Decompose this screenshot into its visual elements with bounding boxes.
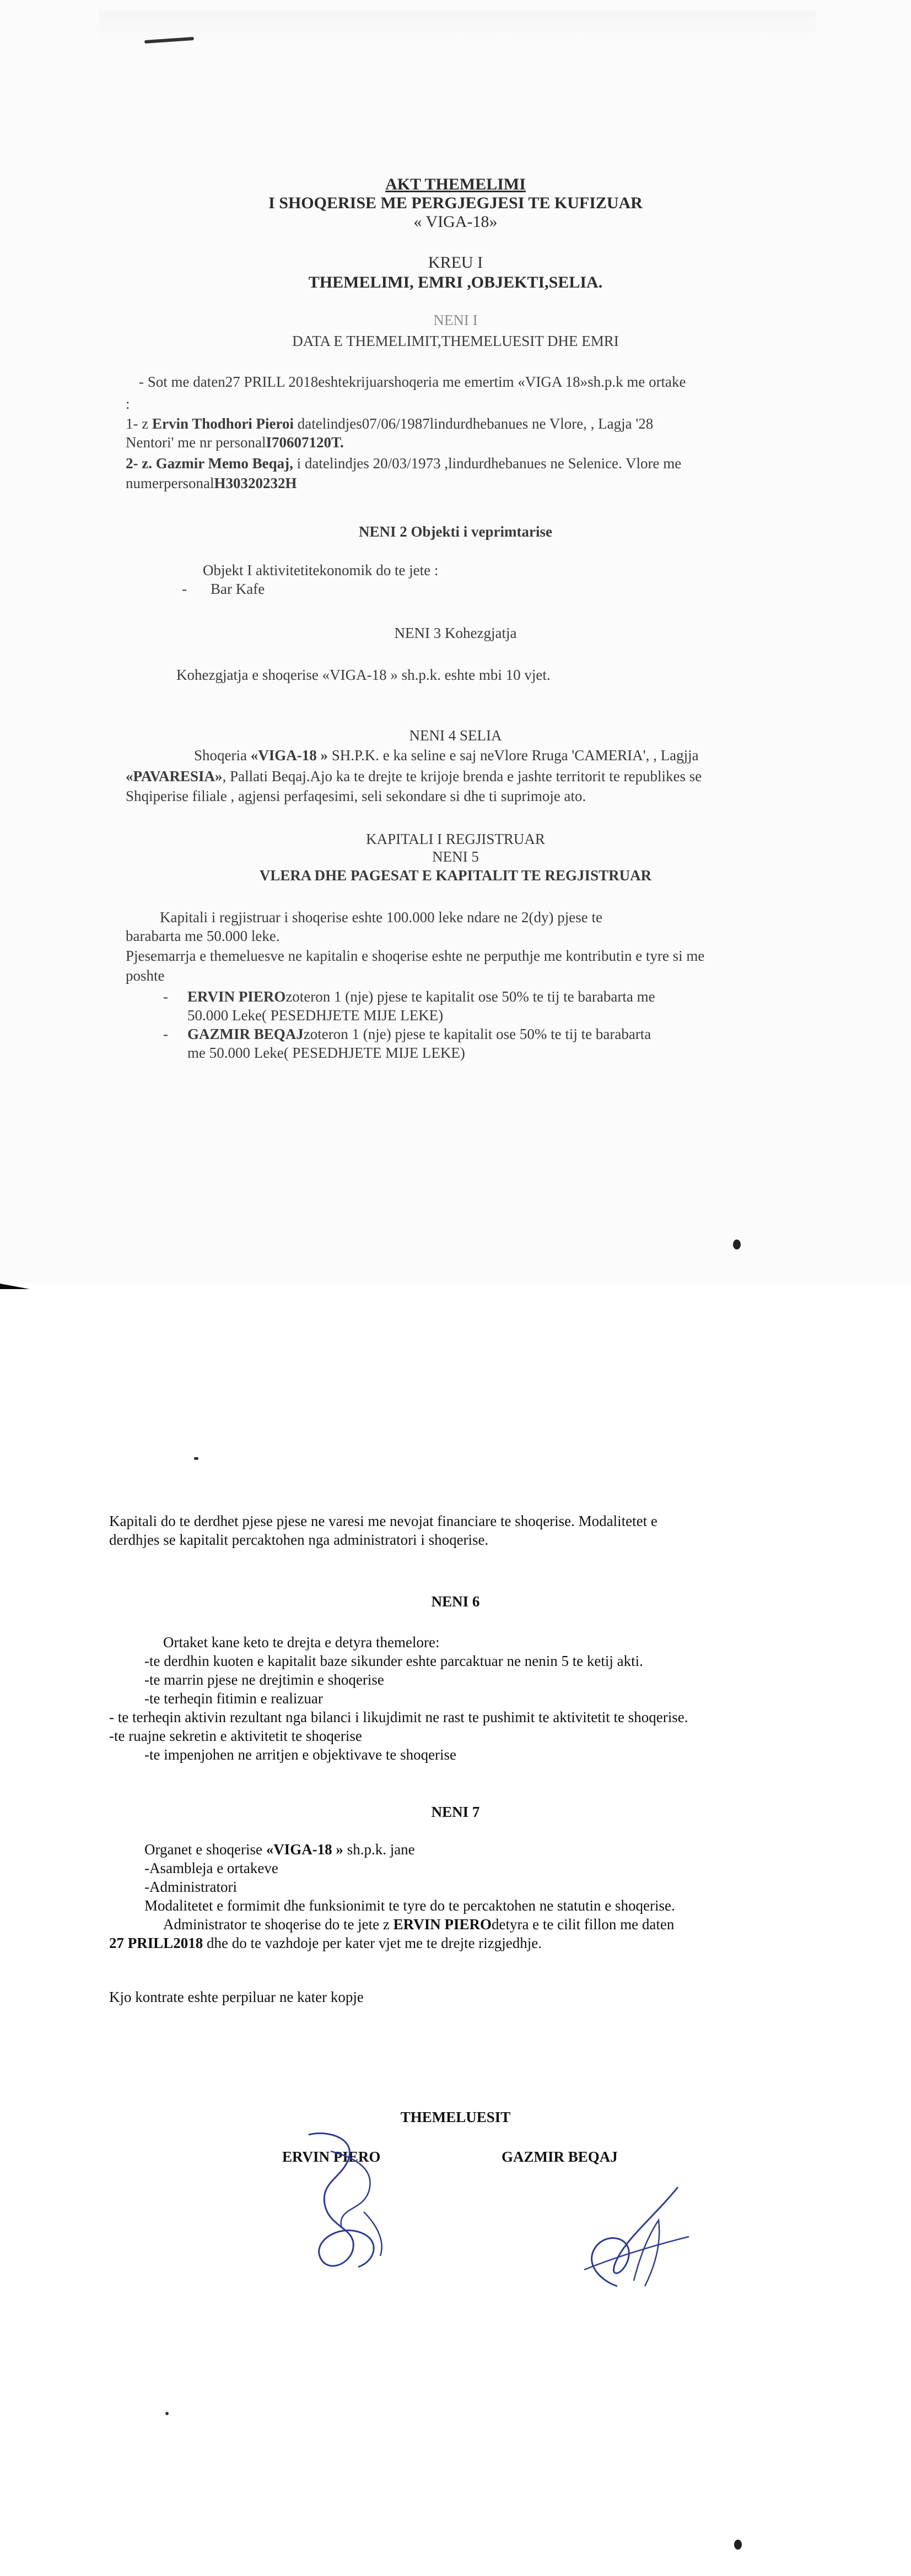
document-page-2 bbox=[0, 1289, 911, 2576]
founder-1-id: Nentori' me nr personalI70607120T. bbox=[126, 434, 344, 451]
neni4-line-2: «PAVARESIA», Pallati Beqaj.Ajo ka te drejte te krijoje brenda e jashte territorit te republikes se bbox=[126, 768, 702, 784]
neni6-item: -te impenjohen ne arritjen e objektivave te shoqerise bbox=[144, 1746, 457, 1763]
neni6-lead: Ortaket kane keto te drejta e detyra themelore: bbox=[163, 1634, 440, 1650]
neni1-intro: - Sot me daten27 PRILL 2018eshtekrijuarshoqeria me emertim «VIGA 18»sh.p.k me ortake bbox=[139, 374, 686, 390]
share-1-line-2: 50.000 Leke( PESEDHJETE MIJE LEKE) bbox=[187, 1007, 444, 1024]
founder-2-id: numerpersonalH30320232H bbox=[126, 475, 297, 491]
kapitali-line-4: poshte bbox=[126, 967, 165, 984]
neni1-colon: : bbox=[126, 396, 130, 412]
neni4-line-1: Shoqeria «VIGA-18 » SH.P.K. e ka seline e saj neVlore Rruga 'CAMERIA', , Lagjja bbox=[194, 747, 699, 764]
share-1-bullet: - bbox=[163, 988, 168, 1005]
share-1-line-1: ERVIN PIEROzoteron 1 (nje) pjese te kapitalit ose 50% te tij te barabarta me bbox=[187, 988, 655, 1005]
neni4-label: NENI 4 SELIA bbox=[409, 727, 502, 744]
neni7-organ: -Administratori bbox=[144, 1879, 237, 1895]
document-page-1 bbox=[0, 0, 911, 1284]
neni7-line-6: 27 PRILL2018 dhe do te vazhdoje per kater vjet me te drejte rizgjedhje. bbox=[109, 1935, 542, 1951]
share-2-line-2: me 50.000 Leke( PESEDHJETE MIJE LEKE) bbox=[187, 1045, 465, 1061]
neni7-line-5: Administrator te shoqerise do te jete z ERVIN PIEROdetyra e te cilit fillon me daten bbox=[163, 1916, 675, 1933]
founder-1-name: ERVIN PIERO bbox=[282, 2149, 381, 2165]
share-2-line-1: GAZMIR BEQAJzoteron 1 (nje) pjese te kapitalit ose 50% te tij te barabarta bbox=[187, 1026, 651, 1042]
founders-heading: THEMELUESIT bbox=[400, 2109, 511, 2125]
ink-blot bbox=[733, 1240, 741, 1249]
neni1-title: DATA E THEMELIMIT,THEMELUESIT DHE EMRI bbox=[292, 333, 619, 349]
neni7-organ: -Asambleja e ortakeve bbox=[144, 1860, 278, 1876]
founder-2-name: GAZMIR BEQAJ bbox=[502, 2149, 618, 2165]
neni7-line-4: Modalitetet e formimit dhe funksionimit te tyre do te percaktohen ne statutin e shoqerise. bbox=[144, 1897, 675, 1914]
neni5-label: NENI 5 bbox=[432, 848, 479, 865]
share-2-bullet: - bbox=[163, 1026, 168, 1042]
signature-gazmir-beqaj bbox=[551, 2176, 705, 2303]
pen-dot-mark bbox=[194, 1457, 198, 1460]
neni1-label: NENI I bbox=[433, 312, 478, 328]
neni5-title: VLERA DHE PAGESAT E KAPITALIT TE REGJISTRUAR bbox=[259, 867, 652, 884]
kapitali-line-1: Kapitali i regjistruar i shoqerise eshte 100.000 leke ndare ne 2(dy) pjese te bbox=[160, 909, 602, 926]
founder-1-details: 1- z Ervin Thodhori Pieroi datelindjes07/06/1987lindurdhebanues ne Vlore, , Lagja '28 bbox=[126, 415, 654, 432]
neni6-item: -te marrin pjese ne drejtimin e shoqerise bbox=[144, 1671, 384, 1688]
neni6-item: -te terheqin fitimin e realizuar bbox=[144, 1690, 323, 1707]
neni6-item: - te terheqin aktivin rezultant nga bilanci i likujdimit ne rast te pushimit te aktivitetit te shoqerise. bbox=[109, 1709, 688, 1725]
kapitali-line-3: Pjesemarrja e themeluesve ne kapitalin e shoqerise eshte ne perputhje me kontributin e tyre si me bbox=[126, 948, 705, 964]
kreu-label: KREU I bbox=[428, 253, 483, 272]
founder-2-details: 2- z. Gazmir Memo Beqaj, i datelindjes 20/03/1973 ,lindurdhebanues ne Selenice. Vlore me bbox=[126, 455, 682, 472]
closing-statement: Kjo kontrate eshte perpiluar ne kater kopje bbox=[109, 1989, 364, 2005]
signature-ervin-piero bbox=[287, 2118, 408, 2283]
kreu-title: THEMELIMI, EMRI ,OBJEKTI,SELIA. bbox=[308, 273, 603, 291]
neni6-label: NENI 6 bbox=[431, 1593, 480, 1610]
neni7-line-1: Organet e shoqerise «VIGA-18 » sh.p.k. jane bbox=[144, 1841, 415, 1858]
neni2-item: Bar Kafe bbox=[211, 581, 265, 597]
neni6-item: -te ruajne sekretin e aktivitetit te shoqerise bbox=[109, 1728, 362, 1744]
kapitali-payment-line-2: derdhjes se kapitalit percaktohen nga administratori i shoqerise. bbox=[109, 1531, 489, 1548]
neni3-label: NENI 3 Kohezgjatja bbox=[394, 625, 517, 641]
kapitali-payment-line-1: Kapitali do te derdhet pjese pjese ne varesi me nevojat financiare te shoqerise. Modalitetet e bbox=[109, 1513, 657, 1529]
title-line-3: « VIGA-18» bbox=[413, 213, 498, 231]
title-line-1: AKT THEMELIMI bbox=[385, 175, 526, 193]
neni3-text: Kohezgjatja e shoqerise «VIGA-18 » sh.p.k. eshte mbi 10 vjet. bbox=[176, 667, 551, 683]
kapitali-heading: KAPITALI I REGJISTRUAR bbox=[366, 831, 545, 847]
scan-shading bbox=[99, 11, 816, 44]
neni4-line-3: Shqiperise filiale , agjensi perfaqesimi, seli sekondare si dhe ti suprimoje ato. bbox=[126, 788, 586, 804]
neni2-bullet: - bbox=[182, 581, 187, 597]
neni7-label: NENI 7 bbox=[431, 1804, 480, 1820]
kapitali-line-2: barabarta me 50.000 leke. bbox=[126, 928, 280, 944]
neni2-label: NENI 2 Objekti i veprimtarise bbox=[359, 523, 552, 540]
neni6-item: -te derdhin kuoten e kapitalit baze sikunder eshte parcaktuar ne nenin 5 te ketij akti. bbox=[144, 1653, 643, 1669]
title-line-2: I SHOQERISE ME PERGJEGJESI TE KUFIZUAR bbox=[268, 194, 643, 212]
ink-blot bbox=[734, 2540, 742, 2550]
pen-dot-mark bbox=[165, 2412, 169, 2415]
neni2-text: Objekt I aktivitetitekonomik do te jete : bbox=[203, 562, 439, 578]
